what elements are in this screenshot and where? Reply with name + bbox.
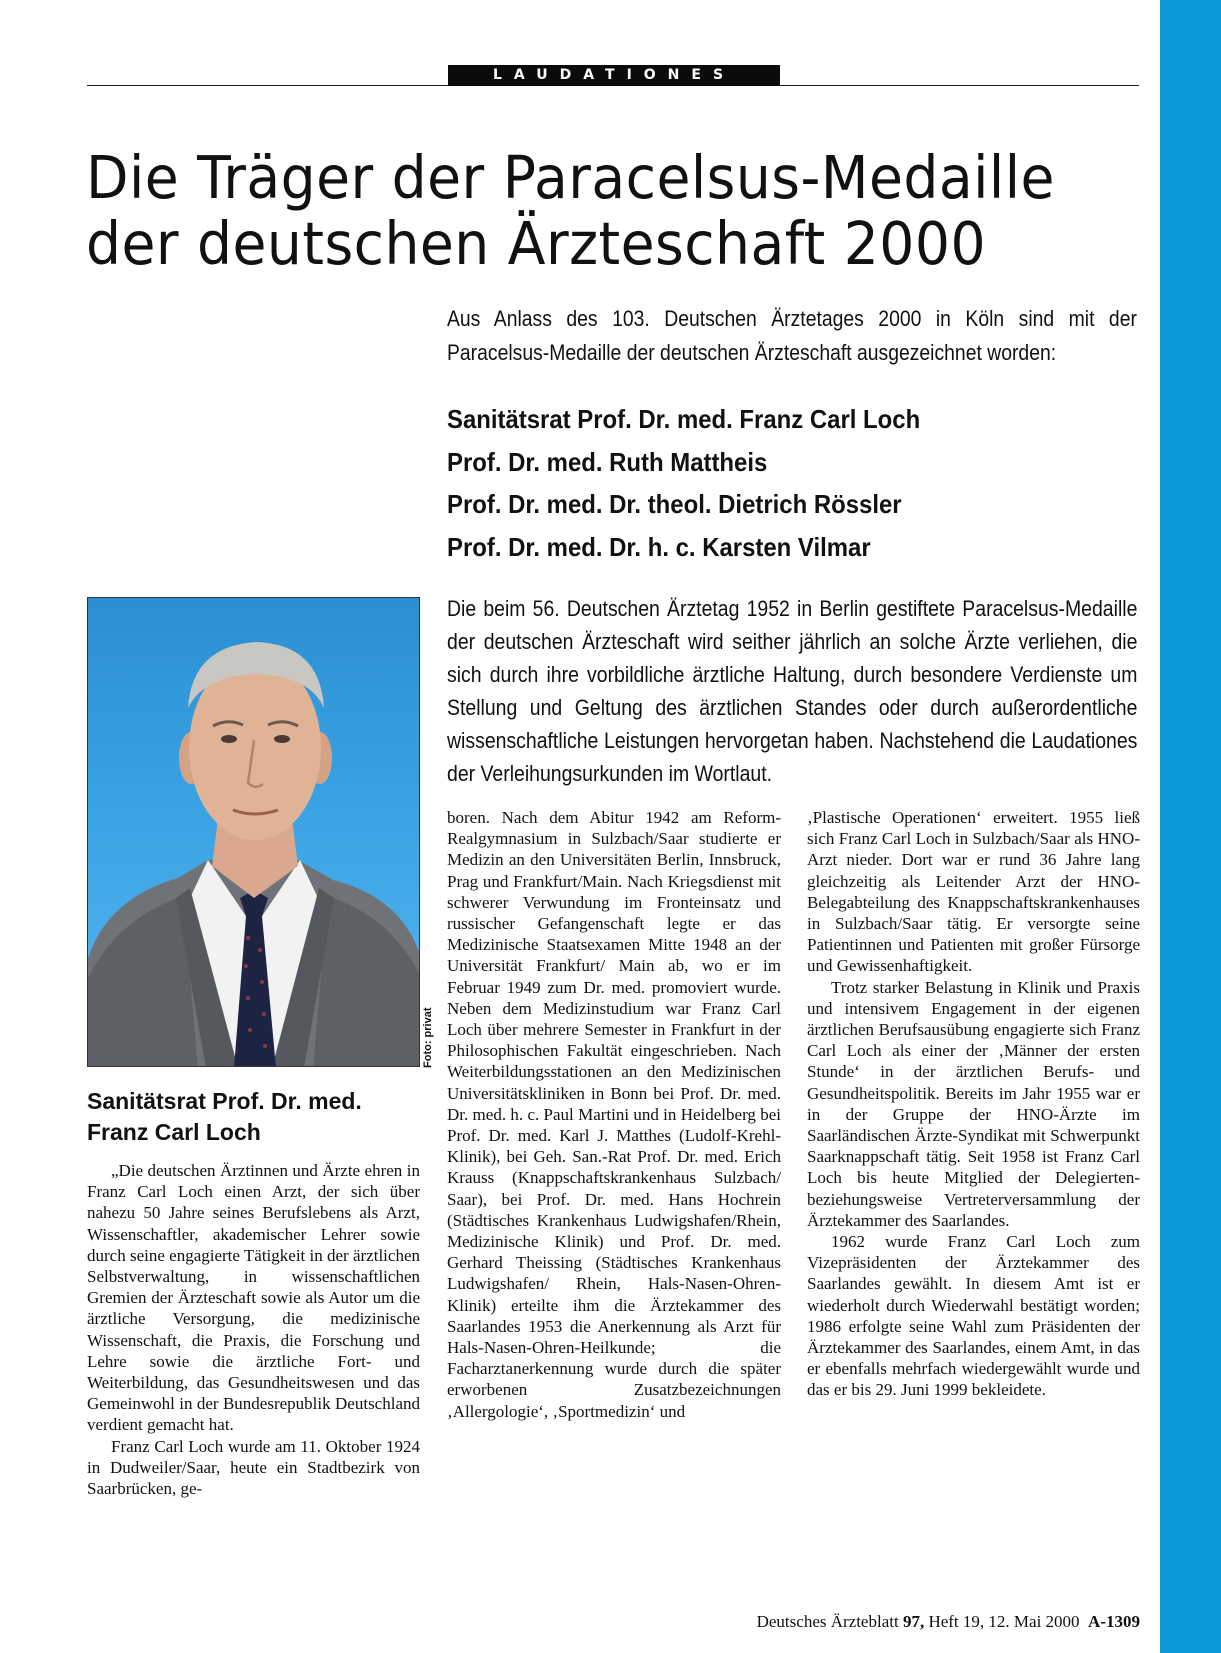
text-column-1 — [87, 1160, 420, 1499]
journal-name: Deutsches Ärzteblatt — [756, 1612, 899, 1631]
page-number: A-1309 — [1088, 1612, 1140, 1631]
section-label: LAUDATIONES — [448, 65, 780, 86]
person-title: Sanitätsrat Prof. Dr. med. — [87, 1088, 362, 1114]
title-line-2: der deutschen Ärzteschaft 2000 — [86, 209, 987, 278]
article-title — [86, 145, 1077, 277]
recipient-name: Sanitätsrat Prof. Dr. med. Franz Carl Loch — [447, 404, 921, 434]
lead-paragraph: Die beim 56. Deutschen Ärztetag 1952 in Berlin gestiftete Paracelsus-Medaille der deutschen Ärzteschaft wird seither jährlich an solche Ärzte verliehen, die sich durch ihre vorbildliche ärztliche Haltung, durch besondere Verdienste um Stellung und Geltung des ärztlichen Standes oder durch außerordentliche wissenschaftliche Leistungen hervorgetan haben. Nachstehend die Laudationes der Verleihungsurkunden im Wortlaut. — [447, 596, 1138, 786]
recipient-name: Prof. Dr. med. Dr. h. c. Karsten Vilmar — [447, 531, 871, 562]
title-line-1: Die Träger der Paracelsus-Medaille — [86, 143, 1055, 212]
person-name: Franz Carl Loch — [87, 1119, 261, 1145]
portrait-illustration — [88, 598, 420, 1067]
text-column-2 — [447, 807, 781, 1422]
recipient-name: Prof. Dr. med. Dr. theol. Dietrich Rössler — [447, 489, 902, 519]
intro-text: Aus Anlass des 103. Deutschen Ärztetages 2000 in Köln sind mit der Paracelsus-Medaille der deutschen Ärzteschaft ausgezeichnet worden: — [447, 306, 1137, 365]
portrait-photo — [87, 597, 420, 1067]
journal-volume: 97, — [902, 1612, 925, 1631]
body-paragraph: „Die deutschen Ärztinnen und Ärzte ehren in Franz Carl Loch einen Arzt, der sich über nahezu 50 Jahre seines Berufslebens als Arzt, Wissenschaftler, akademischer Lehrer sowie durch seine engagierte Tätigkeit in der ärztlichen Selbstverwaltung, in wissenschaftlichen Gremien der Ärzteschaft sowie als Autor um die ärztliche Versorgung, die medizinische Wissenschaft, die Praxis, die Forschung und Lehre sowie die ärztliche Fort- und Weiterbildung, das Gesundheitswesen und das Gemeinwohl in der Bundesrepublik Deutschland verdient gemacht hat. — [87, 1161, 420, 1435]
body-paragraph: ‚Plastische Operationen‘ erweitert. 1955 ließ sich Franz Carl Loch in Sulzbach/Saar als HNO-Arzt nieder. Dort war er rund 36 Jahre lang gleichzeitig als Leitender Arzt der HNO-Belegabteilung des Knappschaftskrankenhauses in Sulzbach/Saar tätig. Er versorgte seine Patientinnen und Patienten mit großer Fürsorge und Gewissenhaftigkeit. — [807, 808, 1140, 976]
page-footer — [600, 1611, 1140, 1633]
text-column-3 — [807, 807, 1140, 1401]
journal-issue: Heft 19, 12. Mai 2000 — [928, 1612, 1080, 1631]
recipient-list — [447, 398, 1147, 568]
photo-credit: Foto: privat — [422, 1007, 434, 1068]
body-paragraph: Franz Carl Loch wurde am 11. Oktober 1924 in Dudweiler/Saar, heute ein Stadtbezirk von Saarbrücken, ge- — [87, 1436, 420, 1499]
body-paragraph: 1962 wurde Franz Carl Loch zum Vizepräsidenten der Ärztekammer des Saarlandes gewählt. In diesem Amt ist er wiederholt durch Wiederwahl bestätigt worden; 1986 erfolgte seine Wahl zum Präsidenten der Ärztekammer des Saarlandes, einem Amt, in das er ebenfalls mehrfach wiedergewählt wurde und das er bis 29. Juni 1999 bekleidete. — [807, 1232, 1140, 1400]
recipient-name: Prof. Dr. med. Ruth Mattheis — [447, 446, 768, 477]
body-paragraph: boren. Nach dem Abitur 1942 am Reform-Realgymnasium in Sulzbach/Saar studierte er Medizin an den Universitäten Berlin, Innsbruck, Prag und Frankfurt/Main. Nach Kriegsdienst mit schwerer Verwundung im Fronteinsatz und russischer Gefangenschaft legte er das Medizinische Staatsexamen Mitte 1948 an der Universität Frankfurt/ Main ab, wo er im Februar 1949 zum Dr. med. promoviert wurde. Neben dem Medizinstudium war Franz Carl Loch über mehrere Semester in Frankfurt in der Philosophischen Fakultät eingeschrieben. Nach Weiterbildungsstationen an den Medizinischen Universitätskliniken in Bonn bei Prof. Dr. med. Dr. med. h. c. Paul Martini und in Heidelberg bei Prof. Dr. med. Karl J. Matthes (Ludolf-Krehl-Klinik), bei Geh. San.-Rat Prof. Dr. med. Erich Krauss (Knappschaftskrankenhaus Sulzbach/ Saar), bei Prof. Dr. med. Hans Hochrein (Städtisches Krankenhaus Ludwigshafen/Rhein, Medizinische Klinik) und Prof. Dr. med. Gerhard Theissing (Städtisches Krankenhaus Ludwigshafen/ Rhein, Hals-Nasen-Ohren-Klinik) erteilte ihm die Ärztekammer des Saarlandes 1953 die Anerkennung als Arzt für Hals-Nasen-Ohren-Heilkunde; die Facharztanerkennung wurde durch die später erworbenen Zusatzbezeichnungen ‚Allergologie‘, ‚Sportmedizin‘ und — [447, 808, 781, 1421]
side-color-bar — [1160, 0, 1221, 1653]
person-heading — [87, 1086, 427, 1148]
body-paragraph: Trotz starker Belastung in Klinik und Praxis und intensivem Engagement in der eigenen ärztlichen Berufsausübung engagierte sich Franz Carl Loch als einer der ‚Männer der ersten Stunde‘ in der ärztlichen Berufs- und Gesundheitspolitik. Bereits im Jahr 1955 war er in der Gruppe der HNO-Ärzte im Saarländischen Ärzte-Syndikat mit Schwerpunkt Saarknappschaft tätig. Seit 1958 ist Franz Carl Loch bis heute Mitglied der Delegierten- beziehungsweise Vertreterversammlung der Ärztekammer des Saarlandes. — [807, 977, 1140, 1230]
